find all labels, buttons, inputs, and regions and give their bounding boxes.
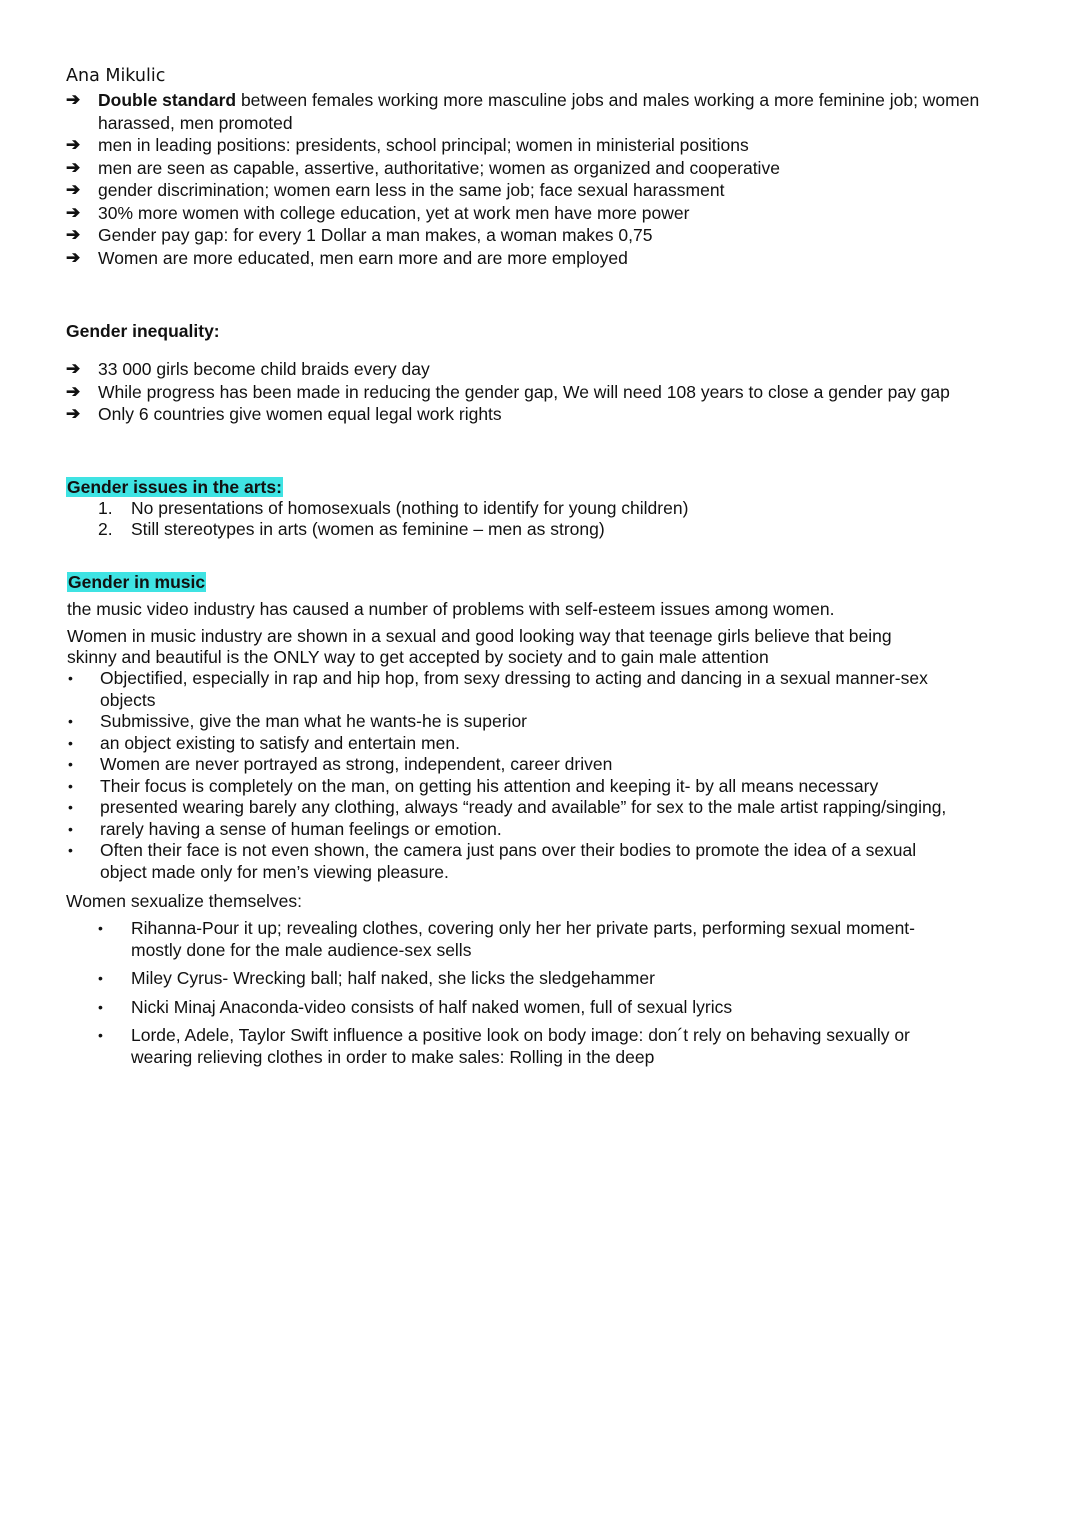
list-item-text: While progress has been made in reducing the gender gap, We will need 108 years to close a gender pay gap: [98, 381, 950, 402]
list-item-text: presented wearing barely any clothing, always “ready and available” for sex to the male artist rapping/singing,: [100, 797, 947, 817]
arts-heading-text: Gender issues in the arts:: [67, 477, 282, 497]
list-item-text: Still stereotypes in arts (women as feminine – men as strong): [131, 519, 605, 539]
list-item-text: Submissive, give the man what he wants-he is superior: [100, 711, 528, 731]
list-item-text: Lorde, Adele, Taylor Swift influence a positive look on body image: don´t rely on behaving sexually or wearing relieving clothes in order to make sales: Rolling in the deep: [131, 1025, 910, 1067]
list-item-text: Women are more educated, men earn more and are more employed: [98, 247, 628, 268]
list-item: [66, 403, 1026, 426]
list-item-text: an object existing to satisfy and entertain men.: [100, 732, 460, 753]
list-number: 2.: [98, 519, 113, 539]
bullet-icon: •: [68, 756, 73, 772]
list-item-text: men in leading positions: presidents, school principal; women in ministerial positions: [98, 135, 749, 155]
sexualize-heading: Women sexualize themselves:: [66, 891, 303, 911]
list-item: [66, 89, 1026, 134]
list-item-text: Rihanna-Pour it up; revealing clothes, covering only her her private parts, performing sexual moment-mostly done for the male audience-sex sells: [131, 918, 915, 960]
examples-list: [98, 918, 998, 1068]
list-item: [66, 224, 1026, 247]
bullet-icon: •: [68, 842, 73, 858]
list-item: [66, 157, 1026, 180]
arrow-icon: ➔: [66, 359, 81, 378]
list-item-text: Nicki Minaj Anaconda-video consists of half naked women, full of sexual lyrics: [131, 996, 733, 1017]
list-item-text: between females working more masculine jobs and males working a more feminine job; women harassed, men promoted: [98, 90, 980, 133]
bullet-icon: •: [68, 820, 73, 837]
list-item-text: No presentations of homosexuals (nothing to identify for young children): [131, 498, 689, 518]
list-item: [66, 711, 966, 733]
arrow-icon: ➔: [66, 157, 81, 177]
bullet-icon: •: [98, 1027, 103, 1043]
list-item-text: Objectified, especially in rap and hip hop, from sexy dressing to acting and dancing in a sexual manner-sex objects: [100, 668, 928, 710]
arrow-icon: ➔: [66, 247, 81, 267]
bullet-icon: •: [98, 998, 103, 1015]
list-item: [66, 247, 1026, 270]
list-item-text: Often their face is not even shown, the camera just pans over their bodies to promote the idea of a sexual object made only for men’s viewing pleasure.: [100, 840, 917, 882]
list-item-text: rarely having a sense of human feelings or emotion.: [100, 818, 502, 839]
list-item: [66, 819, 966, 841]
list-item: [66, 202, 1026, 225]
arrow-icon: ➔: [66, 404, 81, 423]
music-paragraph-2: Women in music industry are shown in a sexual and good looking way that teenage girls believe that being skinny and beautiful is the ONLY way to get accepted by society and to gain male attention: [67, 626, 892, 667]
music-bullet-list: [66, 668, 966, 883]
list-item: [98, 1025, 961, 1068]
list-item: [66, 381, 1026, 404]
arts-list: [98, 498, 998, 540]
bullet-icon: •: [68, 713, 73, 729]
list-item-text: 33 000 girls become child braids every day: [98, 359, 430, 379]
list-item: [66, 179, 1026, 202]
list-item-text: Miley Cyrus- Wrecking ball; half naked, she licks the sledgehammer: [131, 968, 655, 988]
arrow-icon: ➔: [66, 180, 81, 199]
music-paragraph-1: the music video industry has caused a number of problems with self-esteem issues among women.: [67, 599, 835, 619]
list-item: [66, 733, 966, 755]
list-item: [66, 776, 966, 798]
list-item: [98, 997, 998, 1019]
bullet-icon: •: [68, 799, 73, 815]
list-item-text: 30% more women with college education, yet at work men have more power: [98, 202, 690, 223]
inequality-list: [66, 358, 1026, 426]
arrow-icon: ➔: [66, 90, 81, 109]
bullet-icon: •: [68, 777, 73, 794]
arrow-icon: ➔: [66, 381, 81, 401]
list-item: [66, 668, 960, 711]
author-name: Ana Mikulic: [66, 66, 166, 86]
list-item-text: Their focus is completely on the man, on getting his attention and keeping it- by all means necessary: [100, 775, 879, 796]
list-item: [98, 498, 998, 519]
list-number: 1.: [98, 498, 113, 518]
list-item-text: gender discrimination; women earn less in the same job; face sexual harassment: [98, 180, 725, 200]
music-heading: [67, 572, 206, 593]
bullet-icon: •: [98, 970, 103, 986]
term-bold: Double standard: [98, 90, 237, 110]
arts-heading: [66, 477, 283, 498]
list-item: [98, 918, 951, 961]
list-item-text: Gender pay gap: for every 1 Dollar a man makes, a woman makes 0,75: [98, 225, 653, 245]
list-item-text: Women are never portrayed as strong, independent, career driven: [100, 754, 613, 774]
arrow-icon: ➔: [66, 225, 81, 244]
list-item: [98, 968, 998, 990]
arrow-icon: ➔: [66, 202, 81, 222]
inequality-heading: Gender inequality:: [66, 321, 220, 341]
music-heading-text: Gender in music: [68, 572, 206, 592]
list-item: [66, 754, 966, 776]
list-item: [66, 358, 1026, 381]
intro-list: [66, 89, 1026, 269]
list-item: [66, 840, 950, 883]
list-item: [66, 134, 1026, 157]
list-item-text: Only 6 countries give women equal legal work rights: [98, 404, 502, 424]
list-item-text: men are seen as capable, assertive, authoritative; women as organized and cooperative: [98, 157, 780, 178]
bullet-icon: •: [98, 920, 103, 936]
bullet-icon: •: [68, 734, 73, 751]
arrow-icon: ➔: [66, 135, 81, 154]
list-item: [98, 519, 998, 540]
bullet-icon: •: [68, 670, 73, 686]
list-item: [66, 797, 980, 819]
